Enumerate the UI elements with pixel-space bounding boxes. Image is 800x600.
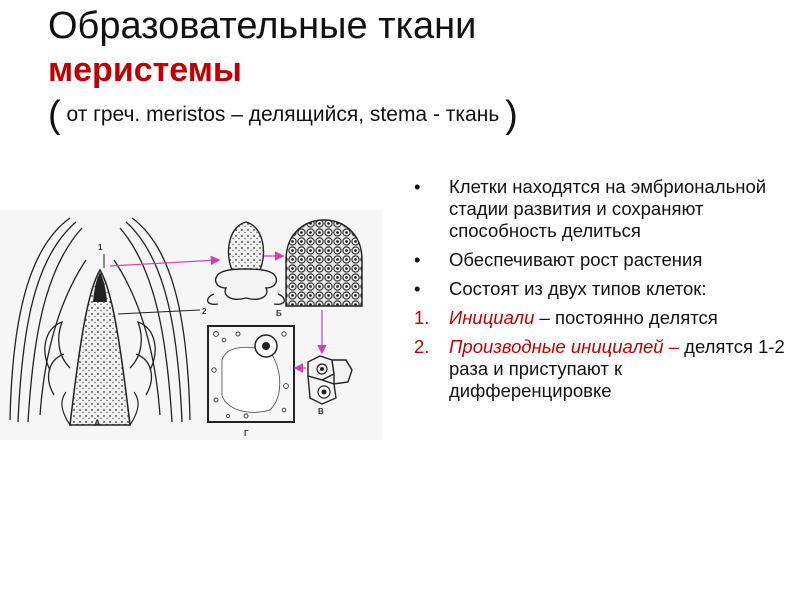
panel-g-cell: [208, 326, 294, 438]
close-paren: ): [505, 94, 518, 136]
title-etymology: [48, 92, 788, 138]
content-list: [414, 176, 786, 409]
bullet-item: [414, 278, 786, 300]
panel-a-shoot-apex: [10, 218, 207, 428]
etymology-text: от греч. meristos – делящийся, stema - ткань: [60, 103, 506, 126]
numbered-text: – постоянно делятся: [534, 307, 718, 328]
label-v: В: [318, 407, 324, 416]
bullet-marker: •: [414, 176, 421, 197]
title-term: меристемы: [48, 51, 242, 89]
bullet-item: [414, 249, 786, 271]
open-paren: (: [48, 94, 61, 136]
panel-b-growth-cone: [208, 222, 285, 318]
label-b: Б: [276, 309, 282, 318]
meristem-drawing: [0, 210, 382, 440]
numbered-text: делятся 1-2 раза и приступают к дифференцировке: [449, 336, 785, 401]
bullet-text: Состоят из двух типов клеток:: [449, 278, 707, 299]
bullet-marker: •: [414, 249, 421, 270]
panel-meristem-cells: [286, 220, 362, 306]
bullet-item: [414, 176, 786, 242]
bullet-text: Обеспечивают рост растения: [449, 249, 703, 270]
bullet-marker: •: [414, 278, 421, 299]
label-a: А: [94, 418, 101, 428]
bullet-text: Клетки находятся на эмбриональной стадии развития и сохраняют способность делиться: [449, 176, 767, 241]
number-marker: 1.: [414, 307, 430, 328]
label-g: Г: [244, 429, 249, 438]
numbered-item: [414, 336, 786, 402]
slide-title: [48, 4, 788, 138]
title-line-main: Образовательные ткани: [48, 5, 477, 47]
meristem-illustration: [0, 210, 382, 440]
term-initials: Инициали: [449, 307, 535, 328]
number-marker: 2.: [414, 336, 430, 357]
panel-v-cells: [308, 356, 352, 416]
label-2: 2: [202, 307, 207, 316]
term-derivatives: Производные инициалей –: [449, 336, 680, 357]
numbered-item: [414, 307, 786, 329]
label-1: 1: [98, 243, 103, 252]
